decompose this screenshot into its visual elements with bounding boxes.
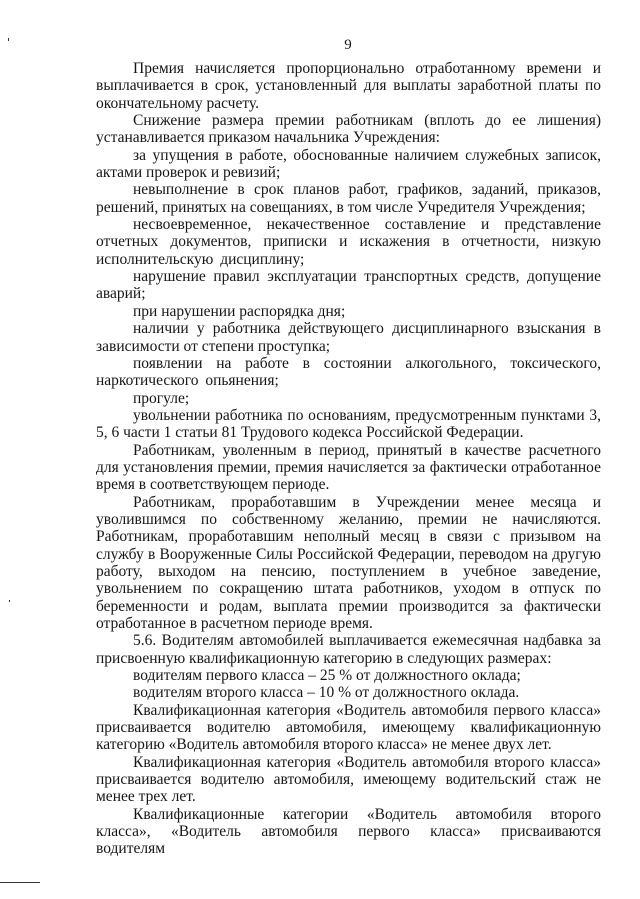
list-item-dismissal: увольнении работника по основаниям, предусмотренным пунктами 3, 5, 6 части 1 статьи 81 Трудового кодекса Российской Федерации. xyxy=(96,406,601,442)
document-body xyxy=(96,60,601,858)
scan-mark-top xyxy=(8,38,9,41)
scan-mark-middle xyxy=(9,600,10,602)
list-item-second-class: водителям второго класса – 10 % от должностного оклада. xyxy=(133,684,520,702)
paragraph-bonus-reduction: Снижение размера премии работникам (вплоть до ее лишения) устанавливается приказом начальника Учреждения: xyxy=(96,112,601,147)
list-item-intoxication: появлении на работе в состоянии алкогольного, токсического, наркотического опьянения; xyxy=(96,354,601,390)
paragraph-category-assignment: Квалификационные категории «Водитель автомобиля второго класса», «Водитель автомобиля первого класса» присваиваются водителям xyxy=(96,805,601,858)
list-item-absence: прогуле; xyxy=(133,389,190,407)
paragraph-bonus-accrual: Премия начисляется пропорционально отработанному времени и выплачивается в срок, установленный для выплаты заработной платы по окончательному расчету. xyxy=(96,60,601,112)
scan-mark-bottom xyxy=(0,882,40,883)
paragraph-section-5-6: 5.6. Водителям автомобилей выплачивается ежемесячная надбавка за присвоенную квалификационную категорию в следующих размерах: xyxy=(96,632,601,667)
list-item-schedule: при нарушении распорядка дня; xyxy=(133,302,346,320)
list-item-disciplinary: наличии у работника действующего дисциплинарного взыскания в зависимости от степени проступка; xyxy=(96,320,601,355)
list-item-plans-failure: невыполнение в срок планов работ, графиков, заданий, приказов, решений, принятых на совещаниях, в том числе Учредителя Учреждения; xyxy=(96,181,601,216)
paragraph-dismissed-workers: Работникам, уволенным в период, принятый в качестве расчетного для установления премии, премия начисляется за фактически отработанное время в соответствующем периоде. xyxy=(96,441,601,494)
list-item-first-class: водителям первого класса – 25 % от должностного оклада; xyxy=(133,667,521,685)
page-number: 9 xyxy=(344,37,352,53)
paragraph-second-class-category: Квалификационная категория «Водитель автомобиля второго класса» присваивается водителю автомобиля, имеющему водительский стаж не менее трех лет. xyxy=(96,753,601,806)
list-item-omissions: за упущения в работе, обоснованные наличием служебных записок, актами проверок и ревизий; xyxy=(96,146,601,182)
list-item-vehicle-rules: нарушение правил эксплуатации транспортных средств, допущение аварий; xyxy=(96,268,601,303)
paragraph-partial-month: Работникам, проработавшим в Учреждении менее месяца и уволившимся по собственному желанию, премии не начисляются. Работникам, проработавшим неполный месяц в связи с призывом на службу в Вооруженные Силы Российской Федерации, переводом на другую работу, выходом на пенсию, поступлением в учебное заведение, увольнением по сокращению штата работников, уходом в отпуск по беременности и родам, выплата премии производится за фактически отработанное в расчетном периоде время. xyxy=(96,493,601,632)
paragraph-first-class-category: Квалификационная категория «Водитель автомобиля первого класса» присваивается водителю автомобиля, имеющему квалификационную категорию «Водитель автомобиля второго класса» не менее двух лет. xyxy=(96,701,601,754)
list-item-reporting: несвоевременное, некачественное составление и представление отчетных документов, приписки и искажения в отчетности, низкую исполнительскую дисциплину; xyxy=(96,216,601,268)
